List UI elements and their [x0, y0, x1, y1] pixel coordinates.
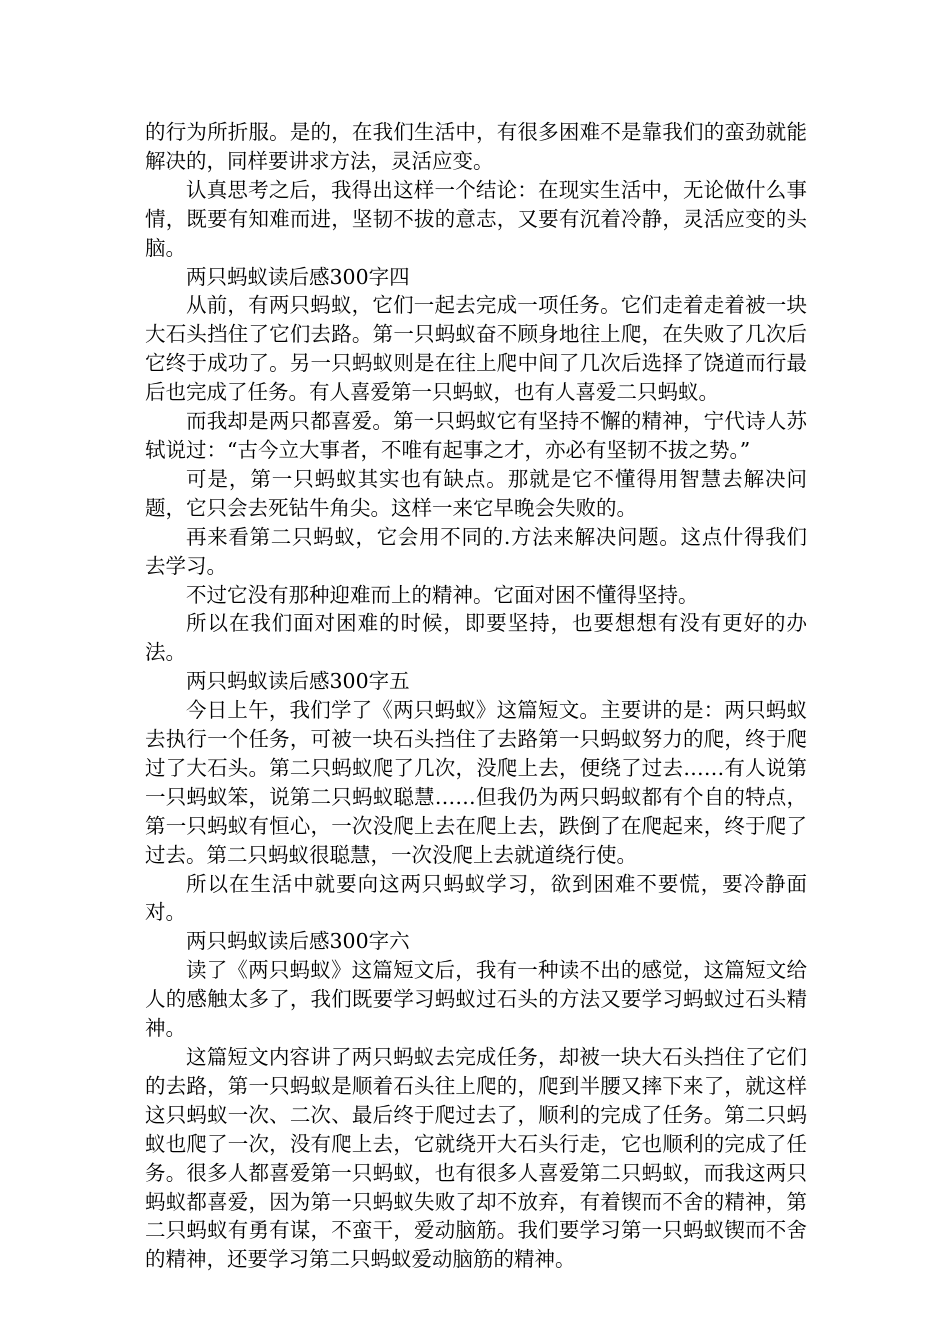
paragraph: 这篇短文内容讲了两只蚂蚁去完成任务，却被一块大石头挡住了它们的去路，第一只蚂蚁是顺着石头往上爬的，爬到半腰又摔下来了，就这样这只蚂蚁一次、二次、最后终于爬过去了，顺利的完成了任务。第二只蚂蚁也爬了一次，没有爬上去，它就绕开大石头行走，它也顺利的完成了任务。很多人都喜爱第一只蚂蚁，也有很多人喜爱第二只蚂蚁，而我这两只蚂蚁都喜爱，因为第一只蚂蚁失败了却不放弃，有着锲而不舍的精神，第二只蚂蚁有勇有谋，不蛮干，爱动脑筋。我们要学习第一只蚂蚁锲而不舍的精神，还要学习第二只蚂蚁爱动脑筋的精神。 — [145, 1045, 807, 1272]
paragraph-continued: 的行为所折服。是的，在我们生活中，有很多困难不是靠我们的蛮劲就能解决的，同样要讲求方法，灵活应变。 — [145, 120, 807, 173]
paragraph: 所以在生活中就要向这两只蚂蚁学习，欲到困难不要慌，要冷静面对。 — [145, 871, 807, 925]
paragraph: 再来看第二只蚂蚁，它会用不同的.方法来解决问题。这点什得我们去学习。 — [145, 524, 807, 578]
paragraph: 可是，第一只蚂蚁其实也有缺点。那就是它不懂得用智慧去解决问题，它只会去死钻牛角尖。这样一来它早晚会失败的。 — [145, 466, 807, 520]
section-heading-5: 两只蚂蚁读后感300字五 — [186, 669, 410, 694]
paragraph: 今日上午，我们学了《两只蚂蚁》这篇短文。主要讲的是：两只蚂蚁去执行一个任务，可被一块石头挡住了去路第一只蚂蚁努力的爬，终于爬过了大石头。第二只蚂蚁爬了几次，没爬上去，便绕了过去……有人说第一只蚂蚁笨，说第二只蚂蚁聪慧……但我仍为两只蚂蚁都有个自的特点，第一只蚂蚁有恒心，一次没爬上去在爬上去，跌倒了在爬起来，终于爬了过去。第二只蚂蚁很聪慧，一次没爬上去就道绕行使。 — [145, 698, 807, 867]
paragraph: 而我却是两只都喜爱。第一只蚂蚁它有坚持不懈的精神，宁代诗人苏轼说过：“古今立大事者，不唯有起事之才，亦必有坚韧不拔之势。” — [145, 409, 807, 462]
document-page — [145, 118, 807, 1274]
section-heading-4: 两只蚂蚁读后感300字四 — [186, 264, 410, 289]
paragraph: 不过它没有那种迎难而上的精神。它面对困不懂得坚持。 — [186, 582, 699, 607]
paragraph: 读了《两只蚂蚁》这篇短文后，我有一种读不出的感觉，这篇短文给人的感触太多了，我们既要学习蚂蚁过石头的方法又要学习蚂蚁过石头精神。 — [145, 958, 807, 1041]
paragraph: 从前，有两只蚂蚁，它们一起去完成一项任务。它们走着走着被一块大石头挡住了它们去路。第一只蚂蚁奋不顾身地往上爬，在失败了几次后它终于成功了。另一只蚂蚁则是在往上爬中间了几次后选择了饶道而行最后也完成了任务。有人喜爱第一只蚂蚁，也有人喜爱二只蚂蚁。 — [145, 293, 807, 405]
section-heading-6: 两只蚂蚁读后感300字六 — [186, 929, 410, 954]
paragraph: 所以在我们面对困难的时候，即要坚持，也要想想有没有更好的办法。 — [145, 611, 807, 665]
paragraph: 认真思考之后，我得出这样一个结论：在现实生活中，无论做什么事情，既要有知难而进，坚韧不拔的意志，又要有沉着冷静，灵活应变的头脑。 — [145, 177, 807, 260]
